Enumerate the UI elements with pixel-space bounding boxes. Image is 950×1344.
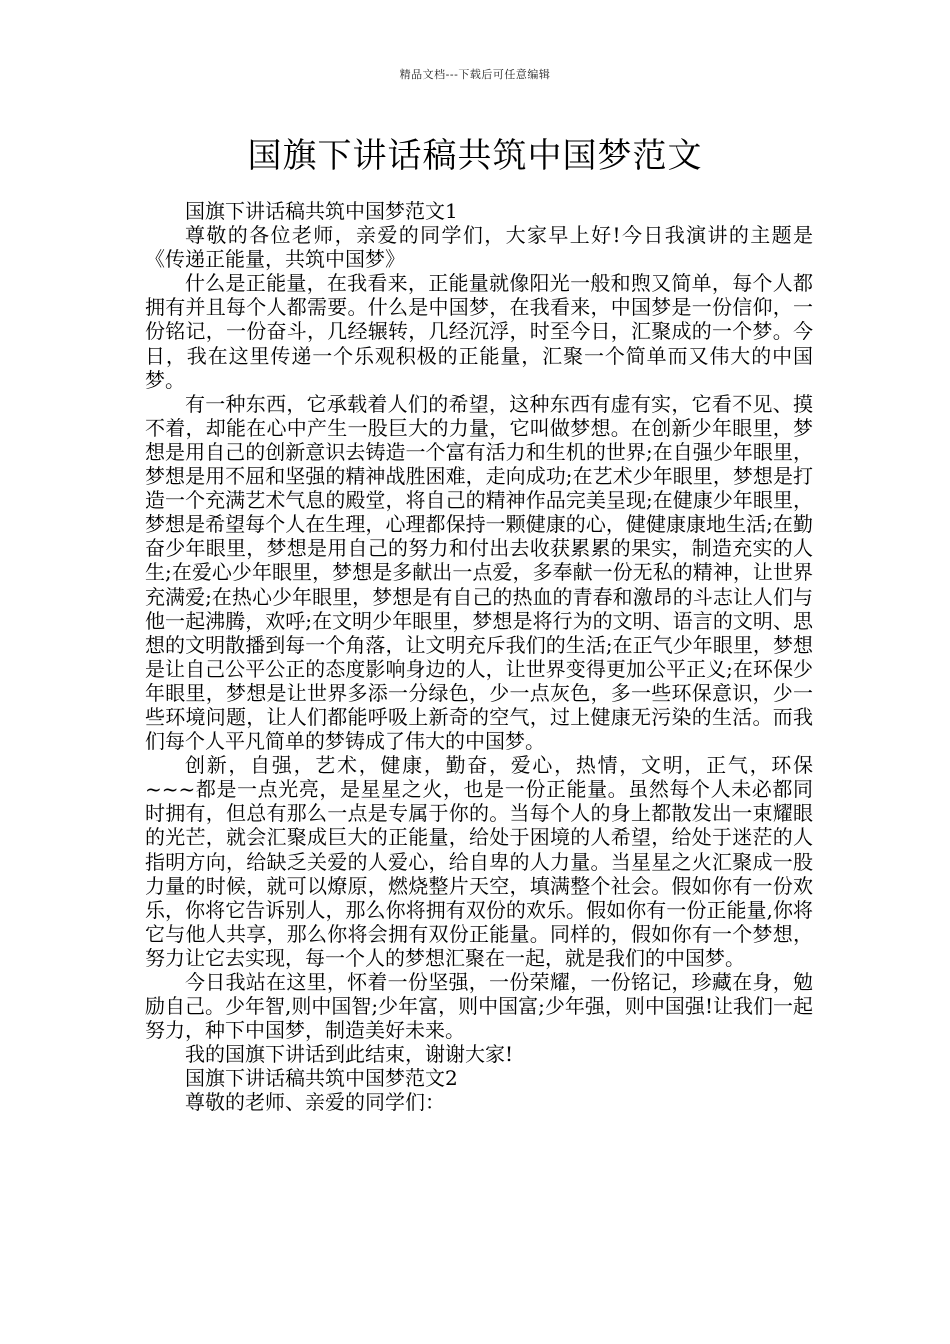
paragraph-greeting-2: 尊敬的老师、亲爱的同学们： xyxy=(185,1090,445,1115)
paragraph-greeting: 尊敬的各位老师，亲爱的同学们，大家早上好!今日我演讲的主题是《传递正能量，共筑中国梦》 xyxy=(145,223,813,272)
document-title: 国旗下讲话稿共筑中国梦范文 xyxy=(247,136,703,176)
paragraph-closing: 今日我站在这里，怀着一份坚强，一份荣耀，一份铭记，珍藏在身，勉励自己。少年智,则中国智;少年富，则中国富;少年强，则中国强!让我们一起努力，种下中国梦，制造美好未来。 xyxy=(145,970,813,1043)
paragraph-dreams: 有一种东西，它承载着人们的希望，这种东西有虚有实，它看不见、摸不着，却能在心中产生一股巨大的力量，它叫做梦想。在创新少年眼里，梦想是用自己的创新意识去铸造一个富有活力和生机的世界;在自强少年眼里，梦想是用不屈和坚强的精神战胜困难，走向成功;在艺术少年眼里，梦想是打造一个充满艺术气息的殿堂，将自己的精神作品完美呈现;在健康少年眼里，梦想是希望每个人在生理，心理都保持一颗健康的心，健健康康地生活;在勤奋少年眼里，梦想是用自己的努力和付出去收获累累的果实，制造充实的人生;在爱心少年眼里，梦想是多献出一点爱，多奉献一份无私的精神，让世界充满爱;在热心少年眼里，梦想是有自己的热血的青春和激昂的斗志让人们与他一起沸腾，欢呼;在文明少年眼里，梦想是将行为的文明、语言的文明、思想的文明散播到每一个角落，让文明充斥我们的生活;在正气少年眼里，梦想是让自己公平公正的态度影响身边的人，让世界变得更加公平正义;在环保少年眼里，梦想是让世界多添一分绿色，少一点灰色，多一些环保意识，少一些环境问题，让人们都能呼吸上新奇的空气，过上健康无污染的生活。而我们每个人平凡简单的梦铸成了伟大的中国梦。 xyxy=(145,391,813,754)
paragraph-thanks: 我的国旗下讲话到此结束，谢谢大家! xyxy=(185,1042,514,1067)
paragraph-virtues: 创新，自强，艺术，健康，勤奋，爱心，热情，文明，正气，环保~~~都是一点光亮，是星星之火，也是一份正能量。虽然每个人未必都同时拥有，但总有那么一点是专属于你的。当每个人的身上都散发出一束耀眼的光芒，就会汇聚成巨大的正能量，给处于困境的人希望，给处于迷茫的人指明方向，给缺乏关爱的人爱心，给自卑的人力量。当星星之火汇聚成一股力量的时候，就可以燎原，燃烧整片天空，填满整个社会。假如你有一份欢乐，你将它告诉别人，那么你将拥有双份的欢乐。假如你有一份正能量,你将它与他人共享，那么你将会拥有双份正能量。同样的，假如你有一个梦想，努力让它去实现，每一个人的梦想汇聚在一起，就是我们的中国梦。 xyxy=(145,753,813,970)
section-heading-1: 国旗下讲话稿共筑中国梦范文1 xyxy=(185,199,458,223)
section-heading-2: 国旗下讲话稿共筑中国梦范文2 xyxy=(185,1066,458,1091)
document-body xyxy=(145,199,813,1115)
header-note: 精品文档---下载后可任意编辑 xyxy=(399,68,551,81)
paragraph-positive-energy: 什么是正能量，在我看来，正能量就像阳光一般和煦又简单，每个人都拥有并且每个人都需要。什么是中国梦，在我看来，中国梦是一份信仰，一份铭记，一份奋斗，几经辗转，几经沉浮，时至今日，汇聚成的一个梦。今日，我在这里传递一个乐观积极的正能量，汇聚一个简单而又伟大的中国梦。 xyxy=(145,271,813,392)
